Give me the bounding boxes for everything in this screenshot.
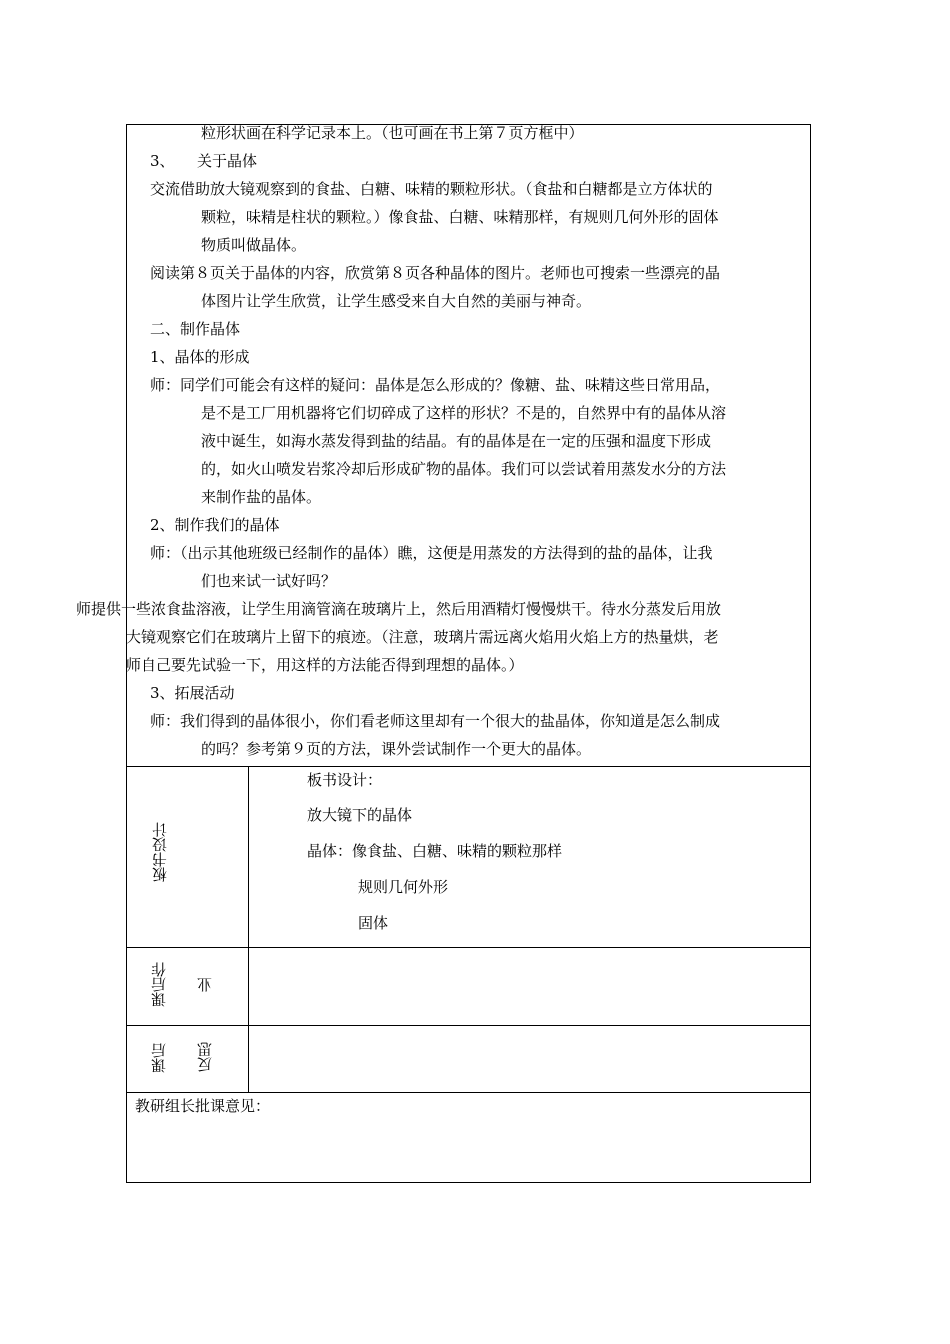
process-line: 的吗？参考第９页的方法，课外尝试制作一个更大的晶体。: [201, 740, 592, 758]
board-design-line: 晶体：像食盐、白糖、味精的颗粒那样: [307, 842, 563, 860]
row-divider-board: [126, 766, 811, 767]
board-design-line: 固体: [358, 914, 389, 932]
process-line: 是不是工厂用机器将它们切碎成了这样的形状？不是的，自然界中有的晶体从溶: [201, 404, 727, 422]
process-line: 交流借助放大镜观察到的食盐、白糖、味精的颗粒形状。（食盐和白糖都是立方体状的: [150, 180, 713, 198]
process-line: 师自己要先试验一下，用这样的方法能否得到理想的晶体。）: [126, 656, 524, 674]
review-label: 教研组长批课意见：: [135, 1097, 271, 1115]
process-line: 大镜观察它们在玻璃片上留下的痕迹。（注意，玻璃片需远离火焰用火焰上方的热量烘，老: [126, 628, 719, 646]
process-line: 们也来试一试好吗？: [201, 572, 337, 590]
process-line: 来制作盐的晶体。: [201, 488, 322, 506]
reflection-label: 课后: [150, 1043, 168, 1073]
process-heading: 二、制作晶体: [150, 320, 241, 338]
process-line: 师：我们得到的晶体很小，你们看老师这里却有一个很大的盐晶体，你知道是怎么制成: [150, 712, 721, 730]
process-heading: 3、拓展活动: [150, 684, 235, 702]
homework-label-cont: 业: [196, 977, 214, 992]
board-design-label: 板书设计: [151, 822, 169, 882]
process-line: 液中诞生，如海水蒸发得到盐的结晶。有的晶体是在一定的压强和温度下形成: [201, 432, 712, 450]
board-design-title: 板书设计：: [307, 771, 383, 789]
process-line: 粒形状画在科学记录本上。（也可画在书上第７页方框中）: [201, 124, 584, 142]
table-border-bottom: [126, 1182, 811, 1183]
process-line: 阅读第８页关于晶体的内容，欣赏第８页各种晶体的图片。老师也可搜索一些漂亮的晶: [150, 264, 721, 282]
reflection-label-cont: 反思: [196, 1042, 214, 1072]
board-design-line: 放大镜下的晶体: [307, 806, 413, 824]
homework-content: [249, 948, 810, 1025]
board-design-line: 规则几何外形: [358, 878, 449, 896]
reflection-content: [249, 1026, 810, 1092]
process-line: 体图片让学生欣赏，让学生感受来自大自然的美丽与神奇。: [201, 292, 592, 310]
process-heading: 3、 关于晶体: [150, 152, 258, 170]
process-line: 的，如火山喷发岩浆冷却后形成矿物的晶体。我们可以尝试着用蒸发水分的方法: [201, 460, 727, 478]
process-heading: 2、制作我们的晶体: [150, 516, 280, 534]
homework-label: 课后作: [150, 962, 168, 1007]
process-line: 颗粒，味精是柱状的颗粒。）像食盐、白糖、味精那样，有规则几何外形的固体: [201, 208, 719, 226]
process-line: 物质叫做晶体。: [201, 236, 307, 254]
process-heading: 1、晶体的形成: [150, 348, 250, 366]
process-line: 师提供一些浓食盐溶液，让学生用滴管滴在玻璃片上，然后用酒精灯慢慢烘干。待水分蒸发后用放: [76, 600, 722, 618]
process-line: 师：同学们可能会有这样的疑问：晶体是怎么形成的？像糖、盐、味精这些日常用品，: [150, 376, 721, 394]
row-divider-review: [126, 1092, 811, 1093]
process-line: 师：（出示其他班级已经制作的晶体）瞧，这便是用蒸发的方法得到的盐的晶体，让我: [150, 544, 713, 562]
